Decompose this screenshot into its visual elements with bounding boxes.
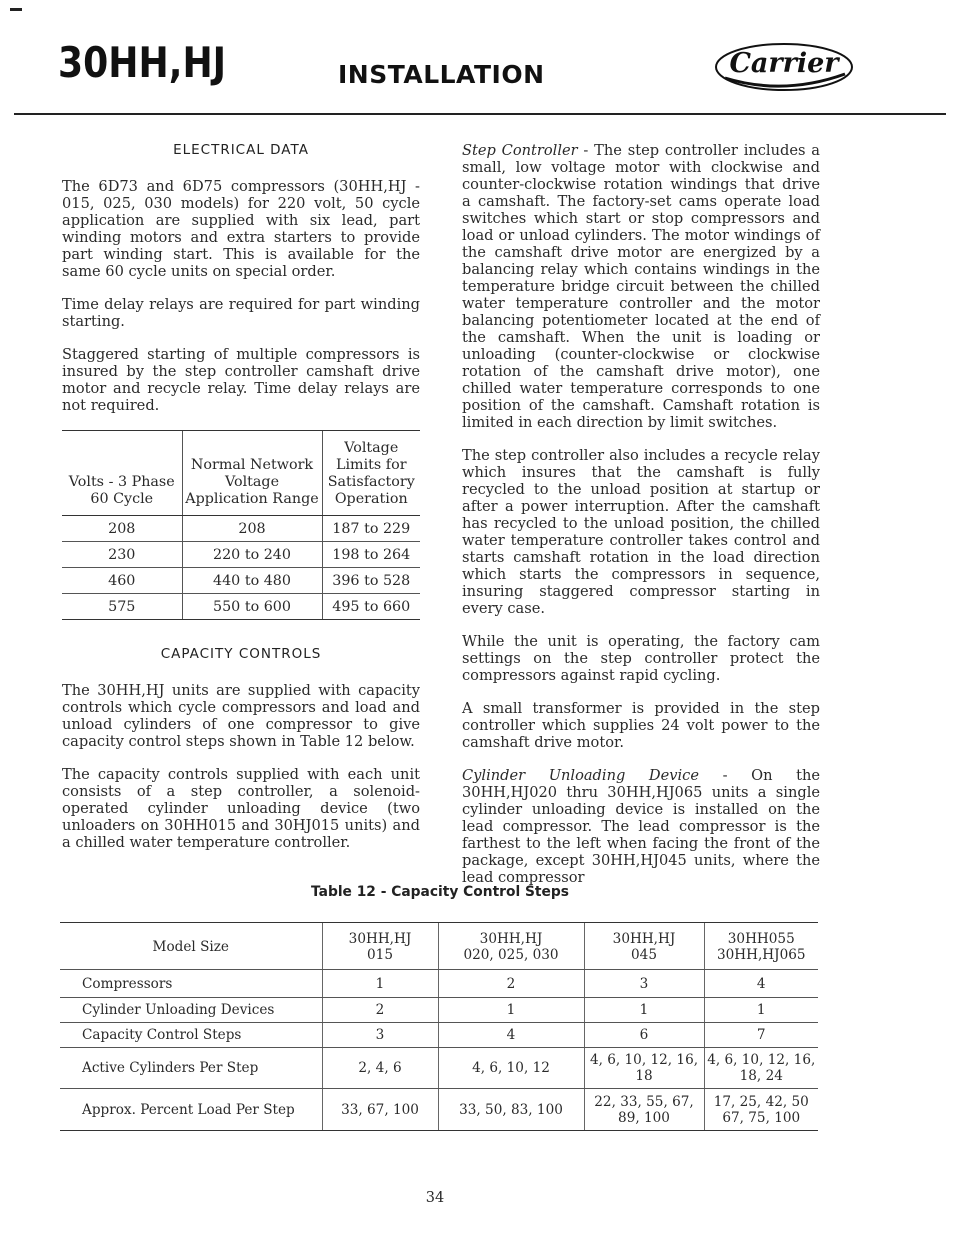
capacity-table-header-row — [60, 923, 818, 970]
carrier-logo — [713, 40, 855, 94]
electrical-paragraph-1: The 6D73 and 6D75 compressors (30HH,HJ - 015, 025, 030 models) for 220 volt, 50 cycle application are supplied with six lead, part winding motors and extra starters to provide part winding start. This is available for the same 60 cycle units on special order. — [62, 178, 420, 280]
model-header-line: 020, 025, 030 — [463, 947, 559, 963]
step-controller-text: - The step controller includes a small, low voltage motor with clockwise and counter-clockwise rotation windings that drive a camshaft. The factory-set cams operate load switches which start or stop compressors and load or unload cylinders. The motor windings of the camshaft drive motor are energized by a balancing relay which contains windings in the temperature bridge circuit between the chilled water temperature controller and the motor balancing potentiometer located at the end of the camshaft. When the unit is loading or unloading (counter-clockwise or clockwise rotation of the camshaft drive motor), one chilled water temperature corresponds to one position of the camshaft. Camshaft rotation is limited in each direction by limit switches. — [462, 142, 820, 431]
table-row — [60, 970, 818, 998]
left-column — [62, 142, 420, 867]
model-header-line: 30HH055 — [727, 931, 795, 947]
model-header-045 — [584, 923, 704, 970]
capacity-controls-heading: CAPACITY CONTROLS — [160, 646, 322, 662]
table-cell: 208 — [62, 516, 182, 542]
model-title: 30HH,HJ — [58, 38, 227, 87]
electrical-data-heading: ELECTRICAL DATA — [173, 142, 309, 158]
table-row — [62, 594, 420, 620]
table-row — [60, 1048, 818, 1089]
model-header-055-065 — [704, 923, 818, 970]
table-cell: 575 — [62, 594, 182, 620]
right-column — [462, 142, 820, 902]
table-row — [60, 1023, 818, 1048]
table-cell: 220 to 240 — [182, 542, 322, 568]
electrical-paragraph-3: Staggered starting of multiple compressors is insured by the step controller camshaft drive motor and recycle relay. Time delay relays are not required. — [62, 346, 420, 414]
row-label: Compressors — [60, 970, 322, 998]
table-row — [60, 998, 818, 1023]
table-cell: 4, 6, 10, 12 — [438, 1048, 584, 1089]
table-cell: 2 — [322, 998, 438, 1023]
table-row — [60, 1089, 818, 1131]
model-header-line: 30HH,HJ — [348, 931, 412, 947]
table-cell: 4, 6, 10, 12, 16, 18, 24 — [704, 1048, 818, 1089]
cylinder-unloading-title: Cylinder Unloading Device — [462, 767, 699, 784]
logo-text: Carrier — [729, 48, 839, 79]
section-title: INSTALLATION — [338, 60, 545, 89]
table-cell: 4 — [438, 1023, 584, 1048]
table-cell: 3 — [584, 970, 704, 998]
model-header-line: 30HH,HJ — [479, 931, 543, 947]
table-cell: 1 — [438, 998, 584, 1023]
capacity-control-table — [60, 922, 818, 1131]
table-cell: 22, 33, 55, 67, 89, 100 — [584, 1089, 704, 1131]
recycle-relay-paragraph: The step controller also includes a recycle relay which insures that the camshaft is fully recycled to the unload position at startup or after a power interruption. After the camshaft has recycled to the unload position, the chilled water temperature controller takes control and starts camshaft rotation in the load direction which starts the compressors in sequence, insuring staggered compressor starting in every case. — [462, 447, 820, 617]
table-cell: 4, 6, 10, 12, 16, 18 — [584, 1048, 704, 1089]
header-rule — [14, 113, 946, 115]
table-row — [62, 542, 420, 568]
table-cell: 1 — [584, 998, 704, 1023]
table-cell: 2 — [438, 970, 584, 998]
table-cell: 7 — [704, 1023, 818, 1048]
table-cell: 33, 50, 83, 100 — [438, 1089, 584, 1131]
electrical-paragraph-2: Time delay relays are required for part winding starting. — [62, 296, 420, 330]
voltage-header-cell: Voltage Limits for Satisfactory Operation — [322, 431, 420, 516]
model-header-020-030 — [438, 923, 584, 970]
table-cell: 230 — [62, 542, 182, 568]
table-cell: 198 to 264 — [322, 542, 420, 568]
table-cell: 495 to 660 — [322, 594, 420, 620]
cam-settings-paragraph: While the unit is operating, the factory cam settings on the step controller protect the compressors against rapid cycling. — [462, 633, 820, 684]
table-cell: 33, 67, 100 — [322, 1089, 438, 1131]
table-cell: 187 to 229 — [322, 516, 420, 542]
cylinder-unloading-paragraph — [462, 767, 820, 886]
table-cell: 460 — [62, 568, 182, 594]
table-cell: 550 to 600 — [182, 594, 322, 620]
model-header-015 — [322, 923, 438, 970]
model-header-line: 015 — [367, 947, 393, 963]
page-header — [0, 0, 954, 120]
model-header-line: 30HH,HJ — [612, 931, 676, 947]
step-controller-paragraph — [462, 142, 820, 431]
voltage-header-cell: Normal Network Voltage Application Range — [182, 431, 322, 516]
cylinder-unloading-text: - On the 30HH,HJ020 thru 30HH,HJ065 units a single cylinder unloading device is installed on the lead compressor. The lead compressor is the farthest to the left when facing the front of the package, except 30HH,HJ045 units, where the lead compressor — [462, 767, 820, 886]
table-12-caption: Table 12 - Capacity Control Steps — [311, 884, 569, 900]
row-label: Active Cylinders Per Step — [60, 1048, 322, 1089]
model-header-line: 045 — [631, 947, 657, 963]
table-cell: 6 — [584, 1023, 704, 1048]
table-row — [62, 516, 420, 542]
table-cell: 208 — [182, 516, 322, 542]
table-cell: 440 to 480 — [182, 568, 322, 594]
page-number: 34 — [425, 1190, 445, 1206]
model-size-header: Model Size — [60, 923, 322, 970]
capacity-paragraph-2: The capacity controls supplied with each unit consists of a step controller, a solenoid-operated cylinder unloading device (two unloaders on 30HH015 and 30HJ015 units) and a chilled water temperature controller. — [62, 766, 420, 851]
voltage-table-header-row — [62, 431, 420, 516]
model-header-line: 30HH,HJ065 — [716, 947, 806, 963]
voltage-header-cell: Volts - 3 Phase 60 Cycle — [62, 431, 182, 516]
table-cell: 396 to 528 — [322, 568, 420, 594]
capacity-paragraph-1: The 30HH,HJ units are supplied with capacity controls which cycle compressors and load and unload cylinders of one compressor to give capacity control steps shown in Table 12 below. — [62, 682, 420, 750]
table-cell: 17, 25, 42, 50 67, 75, 100 — [704, 1089, 818, 1131]
row-label: Cylinder Unloading Devices — [60, 998, 322, 1023]
row-label: Approx. Percent Load Per Step — [60, 1089, 322, 1131]
table-cell: 4 — [704, 970, 818, 998]
row-label: Capacity Control Steps — [60, 1023, 322, 1048]
table-cell: 2, 4, 6 — [322, 1048, 438, 1089]
table-cell: 1 — [322, 970, 438, 998]
transformer-paragraph: A small transformer is provided in the step controller which supplies 24 volt power to the camshaft drive motor. — [462, 700, 820, 751]
step-controller-title: Step Controller — [462, 142, 578, 159]
table-cell: 3 — [322, 1023, 438, 1048]
table-row — [62, 568, 420, 594]
voltage-table — [62, 430, 420, 620]
table-cell: 1 — [704, 998, 818, 1023]
